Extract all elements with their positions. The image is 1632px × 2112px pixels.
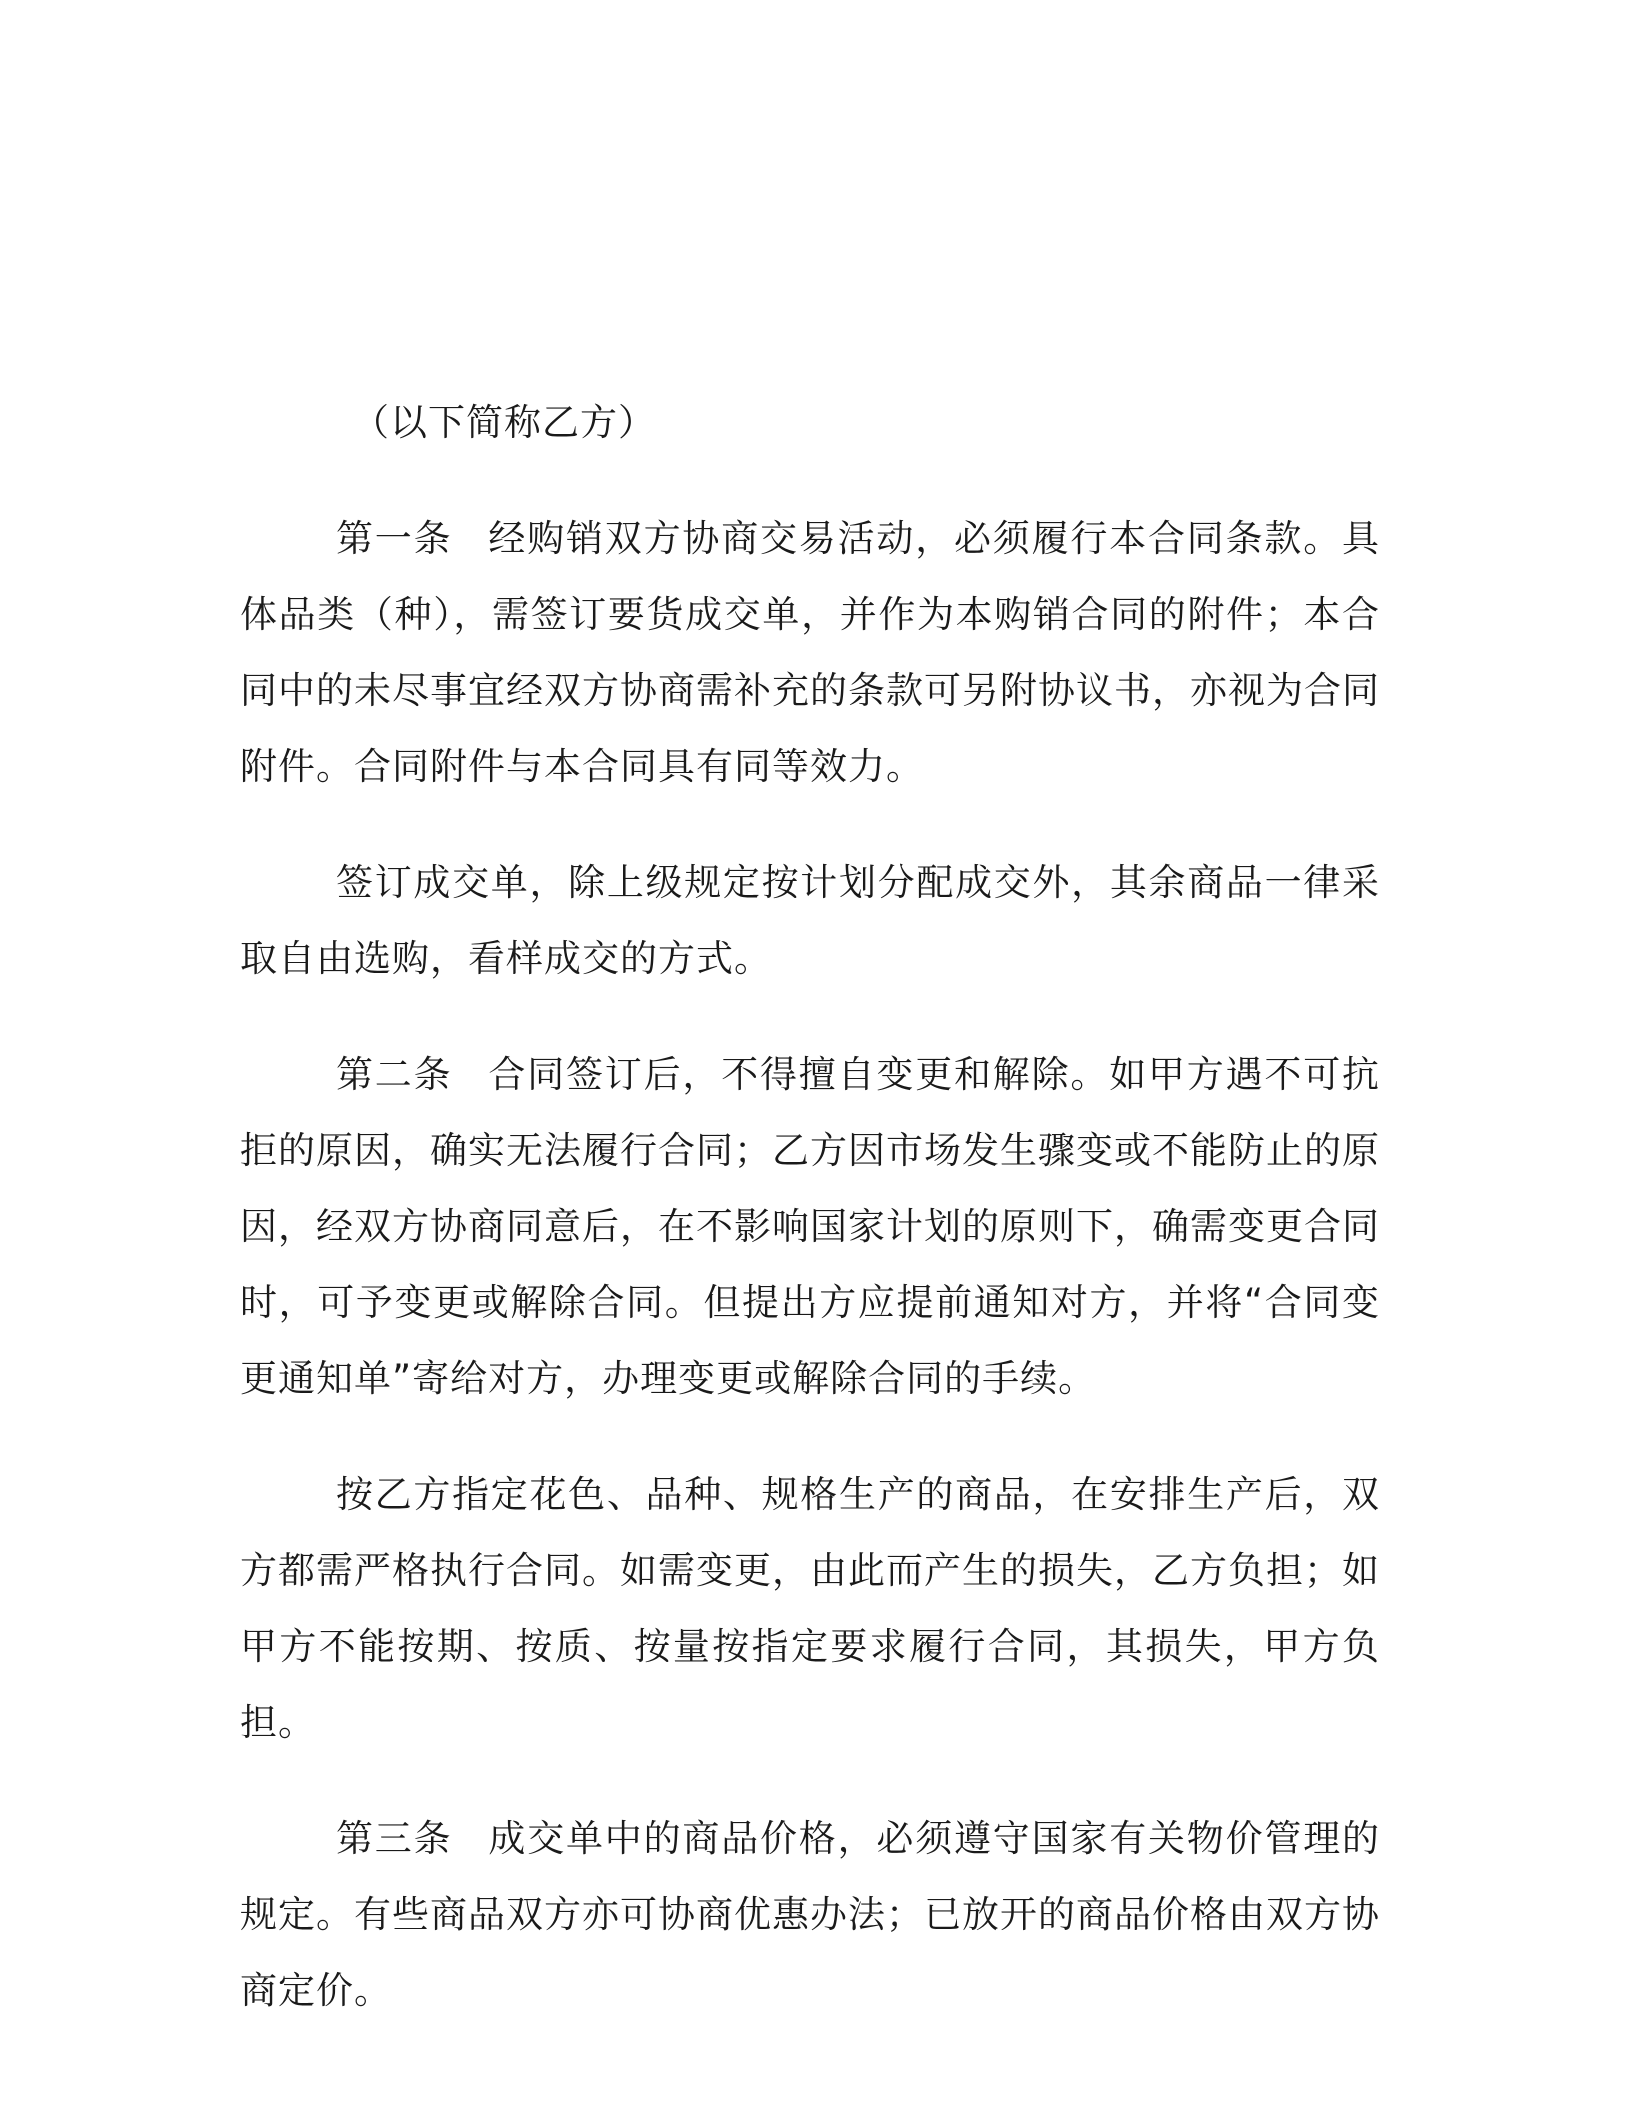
document-body (240, 385, 1380, 2069)
article-2-paragraph-2: 按乙方指定花色、品种、规格生产的商品，在安排生产后，双方都需严格执行合同。如需变更，由此而产生的损失，乙方负担；如甲方不能按期、按质、按量按指定要求履行合同，其损失，甲方负担。 (240, 1473, 1380, 1744)
article-2-text: 合同签订后，不得擅自变更和解除。如甲方遇不可抗拒的原因，确实无法履行合同；乙方因市场发生骤变或不能防止的原因，经双方协商同意后，在不影响国家计划的原则下，确需变更合同时，可予变更或解除合同。但提出方应提前通知对方，并将“合同变更通知单”寄给对方，办理变更或解除合同的手续。 (240, 1053, 1381, 1400)
article-1-paragraph-2: 签订成交单，除上级规定按计划分配成交外，其余商品一律采取自由选购，看样成交的方式。 (240, 861, 1380, 980)
article-3-label: 第三条 (336, 1817, 453, 1860)
article-1-text: 经购销双方协商交易活动，必须履行本合同条款。具体品类（种），需签订要货成交单，并作为本购销合同的附件；本合同中的未尽事宜经双方协商需补充的条款可另附协议书，亦视为合同附件。合同附件与本合同具有同等效力。 (240, 517, 1381, 788)
article-1-label: 第一条 (336, 517, 453, 560)
article-2-label: 第二条 (336, 1053, 453, 1096)
party-b-subtitle: （以下简称乙方） (352, 401, 656, 444)
article-3-text: 成交单中的商品价格，必须遵守国家有关物价管理的规定。有些商品双方亦可协商优惠办法；已放开的商品价格由双方协商定价。 (240, 1817, 1381, 2012)
article-2-paragraph (240, 1037, 1380, 1417)
article-1-paragraph (240, 501, 1380, 805)
article-3-paragraph (240, 1801, 1380, 2029)
